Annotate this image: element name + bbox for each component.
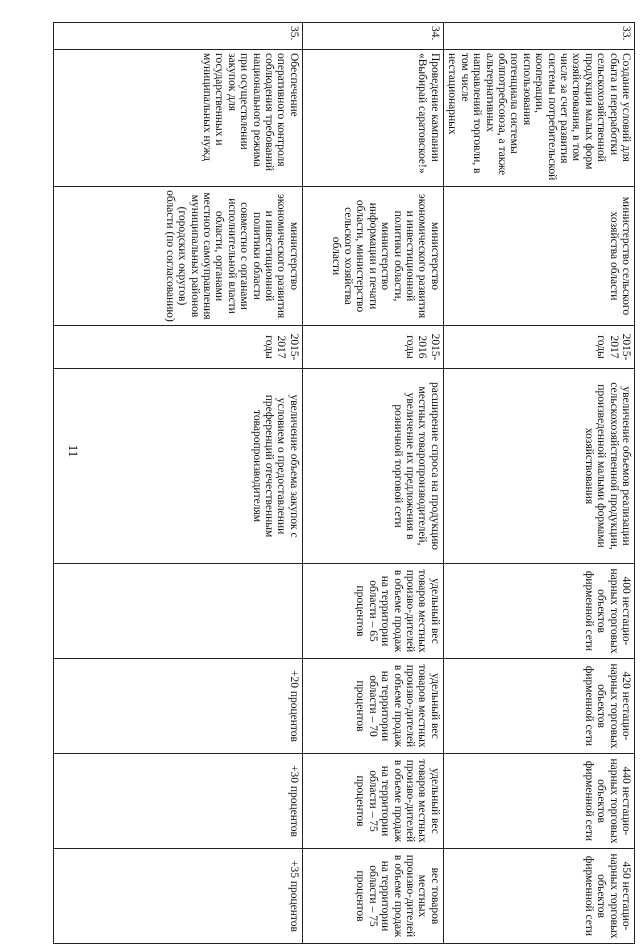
indicator-2016-cell: +30 процентов <box>53 754 302 849</box>
indicator-2016-cell: 440 нестацио-нарных торговых объектов фирменной сети <box>443 754 634 849</box>
indicator-2017-cell: вес товаров местных произво-дителей в объеме продаж на территории области – 75 процентов <box>302 849 443 944</box>
indicator-2017-cell: 450 нестацио-нарных торговых объектов фирменной сети <box>443 849 634 944</box>
executor-cell: министерство сельского хозяйства области <box>443 187 634 326</box>
row-number: 35. <box>53 23 302 50</box>
result-cell: увеличение объемов реализации сельскохозяйственной продукции, произведенной малыми формами хозяйствования <box>443 369 634 564</box>
indicator-2014-cell <box>53 564 302 659</box>
executor-cell: министерство экономического развития и инвестиционной политики области, министерство информации и печати области, министерство сельского хозяйства области <box>302 187 443 326</box>
action-cell: Проведение кампании «Выбирай саратовское!» <box>302 50 443 187</box>
indicator-2015-cell: 420 нестацио-нарных торговых объектов фирменной сети <box>443 659 634 754</box>
executor-cell: министерство экономического развития и инвестиционной политики области совместно с органами исполнительной власти области, органами местного самоуправления муниципальных районов (городских округов) области (по согласованию) <box>53 187 302 326</box>
table-row <box>53 23 302 944</box>
action-cell: Создание условий для сбыта и переработки сельскохозяйственной продукции малых форм хозяйствования, в том числе за счет развития системы потребительской кооперации, использования потенциала системы облпотребсоюза, а также альтернативных направлений торговли, в том числе нестационарных <box>443 50 634 187</box>
period-cell: 2015-2017 годы <box>443 326 634 369</box>
row-number: 34. <box>302 23 443 50</box>
indicator-2014-cell: удельный вес товаров местных произво-дителей в объеме продаж на территории области – 65 процентов <box>302 564 443 659</box>
indicator-2015-cell: +20 процентов <box>53 659 302 754</box>
indicator-2016-cell: удельный вес товаров местных произво-дителей в объеме продаж на территории области – 75 процентов <box>302 754 443 849</box>
period-cell: 2015-2017 годы <box>53 326 302 369</box>
row-number: 33. <box>443 23 634 50</box>
table-row <box>443 23 634 944</box>
rotated-table-wrapper <box>95 22 635 939</box>
table-row <box>302 23 443 944</box>
indicator-2015-cell: удельный вес товаров местных произво-дителей в объеме продаж на территории области – 70 процентов <box>302 659 443 754</box>
measures-table <box>53 22 635 944</box>
indicator-2014-cell: 400 нестацио-нарных торговых объектов фирменной сети <box>443 564 634 659</box>
period-cell: 2015-2016 годы <box>302 326 443 369</box>
indicator-2017-cell: +35 процентов <box>53 849 302 944</box>
result-cell: расширение спроса на продукцию местных товаропроизводителей, увеличение их предложения в розничной торговой сети <box>302 369 443 564</box>
action-cell: Обеспечение оперативного контроля соблюдения требований национального режима при осуществлении закупок для государственных и муниципальных нужд <box>53 50 302 187</box>
page-number: 11 <box>66 444 81 458</box>
result-cell: увеличение объема закупок с условием о предоставлении преференций отечественным товаропроизводителям <box>53 369 302 564</box>
